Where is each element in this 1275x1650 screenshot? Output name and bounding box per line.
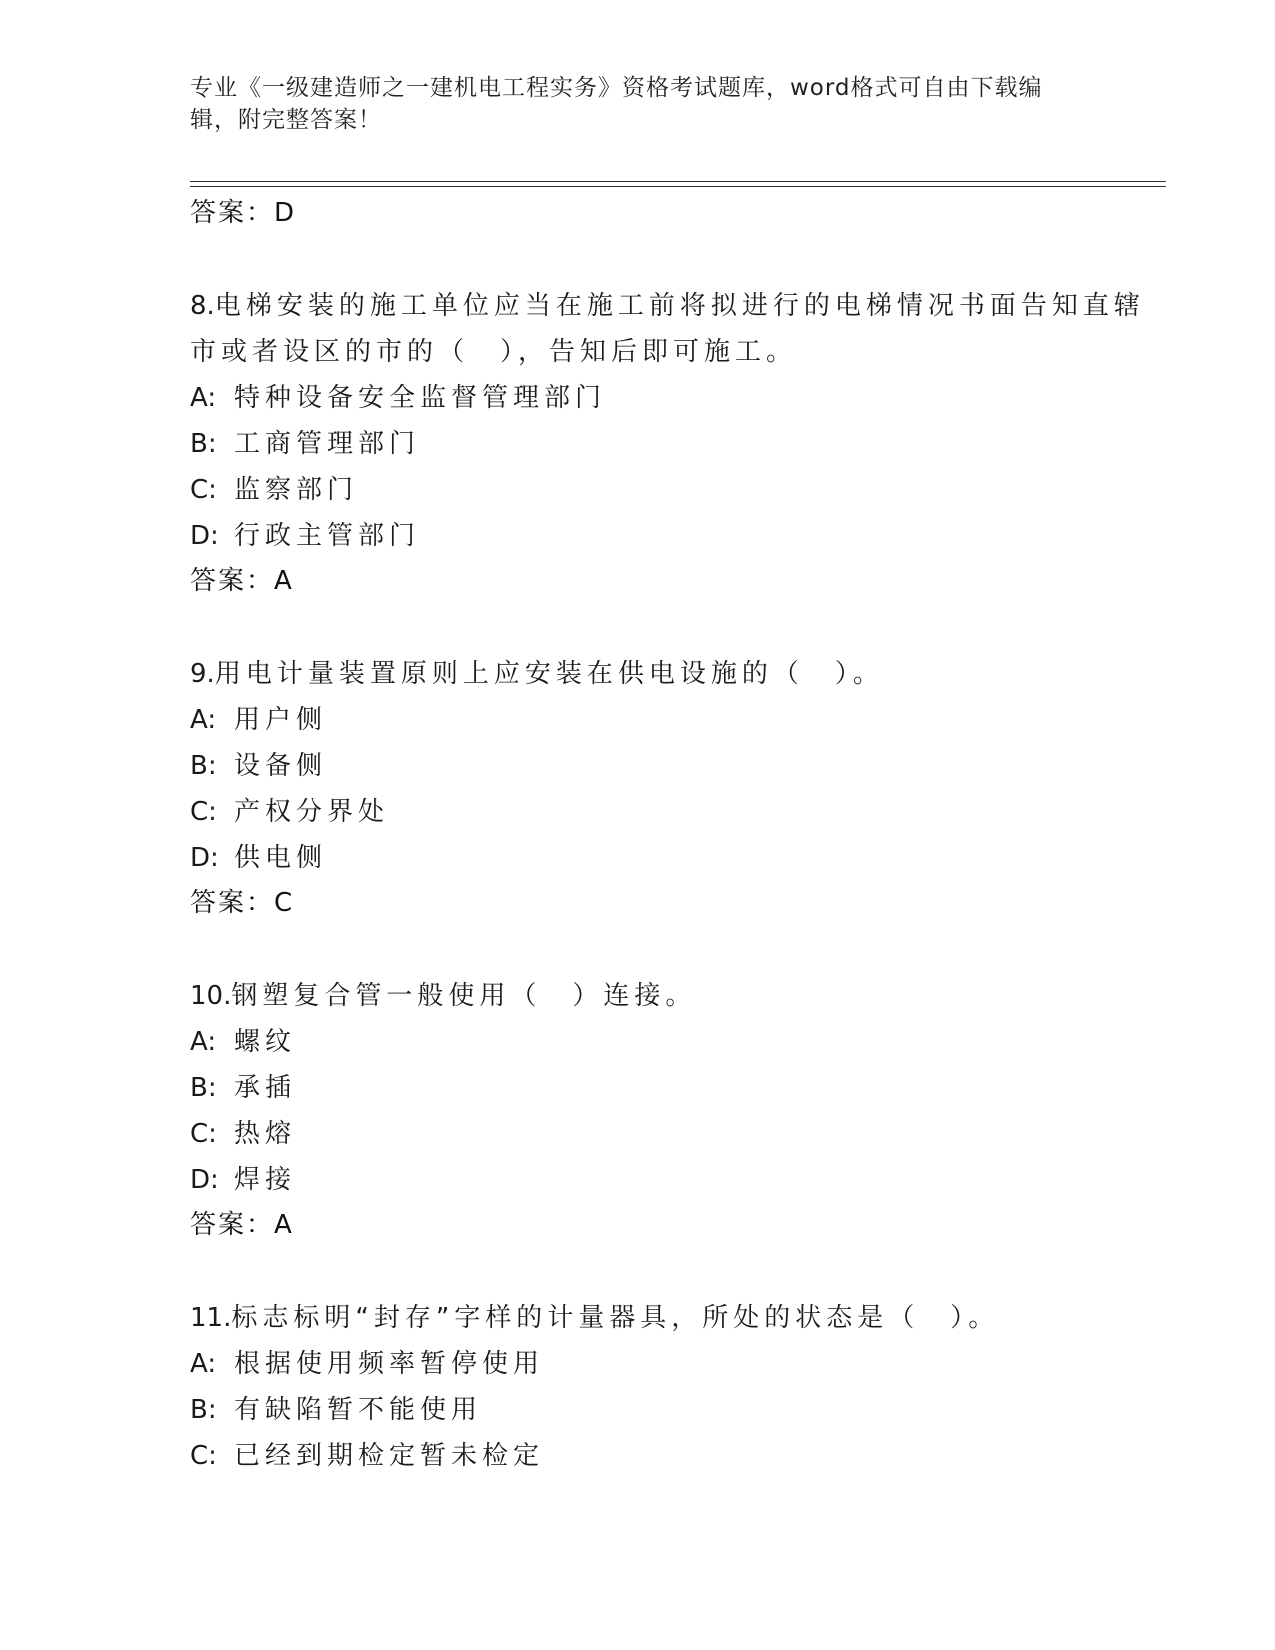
option-text: 焊接 <box>234 1165 297 1195</box>
option-text: 螺纹 <box>234 1027 297 1057</box>
question-text: 电梯安装的施工单位应当在施工前将拟进行的电梯情况书面告知直辖市或者设区的市的（ ），告知后即可施工。 <box>190 291 1145 367</box>
answer-line <box>190 191 1150 236</box>
option-item <box>190 1019 1150 1065</box>
option-item <box>190 697 1150 743</box>
option-letter: A: <box>190 705 217 735</box>
option-item <box>190 1111 1150 1157</box>
question-stem <box>190 1295 1150 1341</box>
question-number: 8. <box>190 291 215 321</box>
option-letter: A: <box>190 1349 217 1379</box>
answer-value: A <box>274 566 294 596</box>
question-stem <box>190 973 1150 1019</box>
option-letter: C: <box>190 1441 217 1471</box>
question-list <box>190 191 1150 1479</box>
option-letter: A: <box>190 1027 217 1057</box>
option-text: 供电侧 <box>234 843 328 873</box>
option-letter: D: <box>190 843 219 873</box>
answer-value: C <box>274 888 295 918</box>
option-text: 产权分界处 <box>234 797 390 827</box>
option-item <box>190 467 1150 513</box>
question-number: 9. <box>190 659 215 689</box>
option-item <box>190 1065 1150 1111</box>
question-stem <box>190 283 1150 375</box>
answer-label: 答案： <box>190 888 275 918</box>
option-text: 热熔 <box>234 1119 297 1149</box>
option-text: 监察部门 <box>234 475 359 505</box>
answer-value: D <box>274 198 297 228</box>
option-text: 工商管理部门 <box>234 429 421 459</box>
header-divider-top <box>190 181 1166 182</box>
option-letter: C: <box>190 797 217 827</box>
option-item <box>190 513 1150 559</box>
option-item <box>190 1433 1150 1479</box>
question-text: 标志标明“封存”字样的计量器具，所处的状态是（ ）。 <box>231 1303 1000 1333</box>
option-text: 已经到期检定暂未检定 <box>234 1441 545 1471</box>
option-item <box>190 1387 1150 1433</box>
question-text: 钢塑复合管一般使用（ ）连接。 <box>231 981 697 1011</box>
option-item <box>190 835 1150 881</box>
option-item <box>190 1341 1150 1387</box>
question-spacer <box>190 1248 1150 1295</box>
answer-label: 答案： <box>190 198 275 228</box>
option-letter: B: <box>190 1395 217 1425</box>
option-text: 根据使用频率暂停使用 <box>234 1349 545 1379</box>
answer-value: A <box>274 1210 294 1240</box>
option-letter: D: <box>190 521 219 551</box>
option-letter: B: <box>190 1073 217 1103</box>
option-item <box>190 789 1150 835</box>
answer-label: 答案： <box>190 566 275 596</box>
page-header: 专业《一级建造师之一建机电工程实务》资格考试题库，word格式可自由下载编辑，附完整答案！ <box>190 75 1043 133</box>
option-letter: D: <box>190 1165 219 1195</box>
answer-line <box>190 881 1150 926</box>
option-letter: B: <box>190 751 217 781</box>
option-text: 承插 <box>234 1073 297 1103</box>
answer-line <box>190 1203 1150 1248</box>
option-text: 用户侧 <box>234 705 328 735</box>
option-letter: A: <box>190 383 217 413</box>
question-text: 用电计量装置原则上应安装在供电设施的（ ）。 <box>214 659 884 689</box>
question-stem <box>190 651 1150 697</box>
option-text: 设备侧 <box>234 751 328 781</box>
option-item <box>190 1157 1150 1203</box>
question-number: 11. <box>190 1303 232 1333</box>
option-text: 行政主管部门 <box>234 521 421 551</box>
option-text: 有缺陷暂不能使用 <box>234 1395 483 1425</box>
option-letter: B: <box>190 429 217 459</box>
answer-line <box>190 559 1150 604</box>
option-item <box>190 421 1150 467</box>
option-text: 特种设备安全监督管理部门 <box>234 383 607 413</box>
question-spacer <box>190 926 1150 973</box>
option-item <box>190 375 1150 421</box>
option-letter: C: <box>190 1119 217 1149</box>
option-item <box>190 743 1150 789</box>
question-spacer <box>190 236 1150 283</box>
option-letter: C: <box>190 475 217 505</box>
answer-label: 答案： <box>190 1210 275 1240</box>
question-number: 10. <box>190 981 232 1011</box>
question-spacer <box>190 604 1150 651</box>
header-divider-bottom <box>190 186 1166 187</box>
